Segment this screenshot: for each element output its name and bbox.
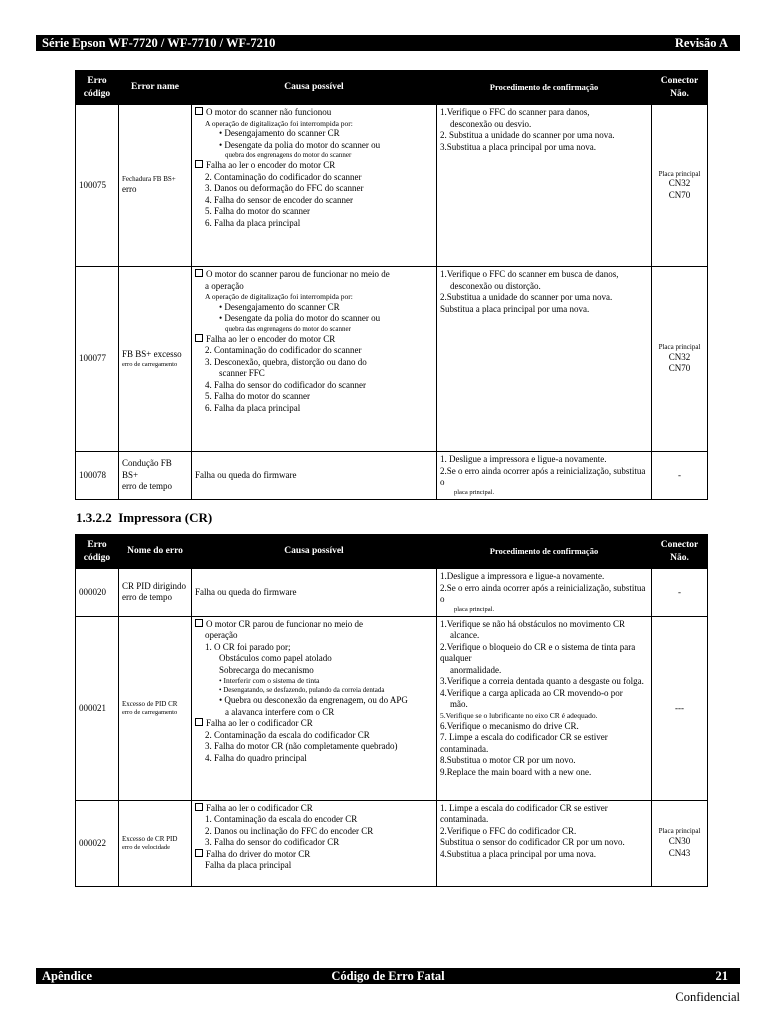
col-header-name: Nome do erro <box>119 535 192 569</box>
col-header-procedure: Procedimento de confirmação <box>437 535 652 569</box>
error-code: 000022 <box>76 800 119 886</box>
checkbox-icon <box>195 849 203 857</box>
connector: Placa principal CN32 CN70 <box>652 267 708 452</box>
confirmation-procedure: 1.Desligue a impressora e ligue-a novamente. 2.Se o erro ainda ocorrer após a reinicialização, substitua o placa principal. <box>437 569 652 617</box>
footer-bar <box>36 968 740 984</box>
footer-chapter: Código de Erro Fatal <box>331 968 445 983</box>
col-header-code: Erro código <box>76 71 119 105</box>
revision-label: Revisão A <box>674 35 728 50</box>
confidential-label: Confidencial <box>675 990 740 1004</box>
error-code: 000020 <box>76 569 119 617</box>
error-code: 100077 <box>76 267 119 452</box>
error-name: Condução FB BS+ erro de tempo <box>119 452 192 500</box>
possible-cause: O motor CR parou de funcionar no meio de operação 1. O CR foi parado por; Obstáculos como papel atolado Sobrecarga do mecanismo • Interferir com o sistema de tinta • Desengatando, se desfazendo, pulando da correia dentada • Quebra ou desconexão da engrenagem, ou do APG a alavanca interfere com o CR Falha ao ler o codificador CR 2. Contaminação da escala do codificador CR 3. Falha do motor CR (não completamente quebrado) 4. Falha do quadro principal <box>192 616 437 800</box>
col-header-name: Error name <box>119 71 192 105</box>
confirmation-procedure: 1.Verifique o FFC do scanner para danos, desconexão ou desvio. 2. Substitua a unidade do scanner por uma nova. 3.Substitua a placa principal por uma nova. <box>437 105 652 267</box>
error-name: Fechadura FB BS+ erro <box>119 105 192 267</box>
error-table-scanner <box>75 70 708 500</box>
col-header-connector: Conector Não. <box>652 71 708 105</box>
table-row <box>76 105 708 267</box>
table-row <box>76 569 708 617</box>
error-name: Excesso de CR PID erro de velocidade <box>119 800 192 886</box>
error-table-printer-cr <box>75 534 708 887</box>
connector: Placa principal CN32 CN70 <box>652 105 708 267</box>
possible-cause: Falha ao ler o codificador CR 1. Contaminação da escala do encoder CR 2. Danos ou inclinação do FFC do encoder CR 3. Falha do sensor do codificador CR Falha do driver do motor CR Falha da placa principal <box>192 800 437 886</box>
possible-cause: O motor do scanner parou de funcionar no meio de a operação A operação de digitalização foi interrompida por: • Desengajamento do scanner CR • Desengate da polia do motor do scanner ou quebra das engrenagens do motor do scanner Falha ao ler o encoder do motor CR 2. Contaminação do codificador do scanner 3. Desconexão, quebra, distorção ou dano do scanner FFC 4. Falha do sensor do codificador do scanner 5. Falha do motor do scanner 6. Falha da placa principal <box>192 267 437 452</box>
table-row <box>76 800 708 886</box>
col-header-connector: Conector Não. <box>652 535 708 569</box>
connector: Placa principal CN30 CN43 <box>652 800 708 886</box>
error-code: 100075 <box>76 105 119 267</box>
connector: --- <box>652 616 708 800</box>
col-header-procedure: Procedimento de confirmação <box>437 71 652 105</box>
error-name: Excesso de PID CR erro de carregamento <box>119 616 192 800</box>
col-header-cause: Causa possível <box>192 535 437 569</box>
confirmation-procedure: 1.Verifique o FFC do scanner em busca de danos, desconexão ou distorção. 2.Substitua a unidade do scanner por uma nova. Substitua a placa principal por uma nova. <box>437 267 652 452</box>
table-row <box>76 616 708 800</box>
confirmation-procedure: 1. Desligue a impressora e ligue-a novamente. 2.Se o erro ainda ocorrer após a reinicialização, substitua o placa principal. <box>437 452 652 500</box>
header-bar <box>36 35 740 51</box>
connector: - <box>652 452 708 500</box>
possible-cause: Falha ou queda do firmware <box>192 569 437 617</box>
footer-section: Apêndice <box>42 968 92 983</box>
col-header-code: Erro código <box>76 535 119 569</box>
section-heading: 1.3.2.2 Impressora (CR) <box>76 510 213 525</box>
confirmation-procedure: 1. Limpe a escala do codificador CR se estiver contaminada. 2.Verifique o FFC do codificador CR. Substitua o sensor do codificador CR por um novo. 4.Substitua a placa principal por uma nova. <box>437 800 652 886</box>
confirmation-procedure: 1.Verifique se não há obstáculos no movimento CR alcance. 2.Verifique o bloqueio do CR e o sistema de tinta para qualquer anormalidade. 3.Verifique a correia dentada quanto a desgaste ou folga. 4.Verifique a carga aplicada ao CR movendo-o por mão. 5.Verifique se o lubrificante no eixo CR é adequado. 6.Verifique o mecanismo do drive CR. 7. Limpe a escala do codificador CR se estiver contaminada. 8.Substitua o motor CR por um novo. 9.Replace the main board with a new one. <box>437 616 652 800</box>
checkbox-icon <box>195 160 203 168</box>
checkbox-icon <box>195 334 203 342</box>
possible-cause: Falha ou queda do firmware <box>192 452 437 500</box>
table-row <box>76 267 708 452</box>
connector: - <box>652 569 708 617</box>
checkbox-icon <box>195 803 203 811</box>
document-title: Série Epson WF-7720 / WF-7710 / WF-7210 <box>42 35 276 50</box>
table-row <box>76 452 708 500</box>
error-code: 100078 <box>76 452 119 500</box>
checkbox-icon <box>195 107 203 115</box>
checkbox-icon <box>195 619 203 627</box>
col-header-cause: Causa possível <box>192 71 437 105</box>
error-name: FB BS+ excesso erro de carregamento <box>119 267 192 452</box>
page-number: 21 <box>715 968 728 983</box>
possible-cause: O motor do scanner não funcionou A operação de digitalização foi interrompida por: • Desengajamento do scanner CR • Desengate da polia do motor do scanner ou quebra dos engrenagens do motor do scanner Falha ao ler o encoder do motor CR 2. Contaminação do codificador do scanner 3. Danos ou deformação do FFC do scanner 4. Falha do sensor de encoder do scanner 5. Falha do motor do scanner 6. Falha da placa principal <box>192 105 437 267</box>
error-code: 000021 <box>76 616 119 800</box>
checkbox-icon <box>195 718 203 726</box>
checkbox-icon <box>195 269 203 277</box>
error-name: CR PID dirigindo erro de tempo <box>119 569 192 617</box>
